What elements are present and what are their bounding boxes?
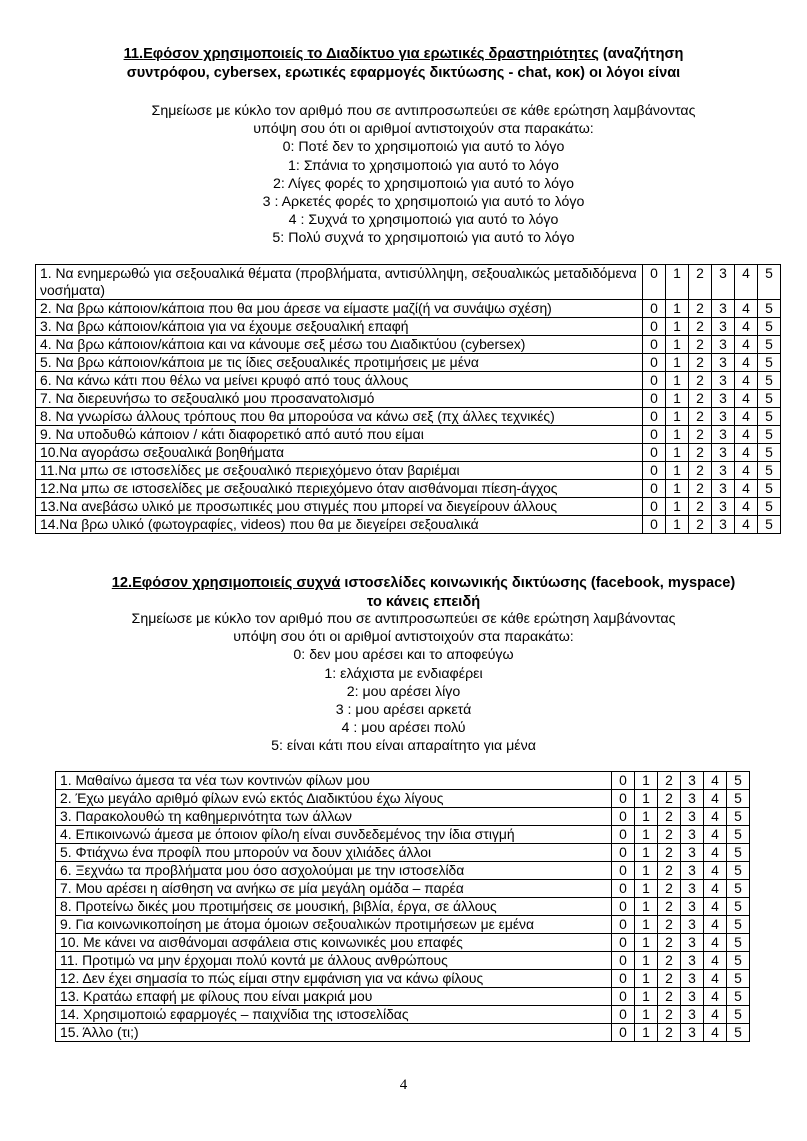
scale-option-1[interactable]: 1: [666, 354, 689, 372]
table-row: [36, 498, 781, 516]
scale-option-5[interactable]: 5: [758, 444, 781, 462]
scale-option-4[interactable]: 4: [735, 516, 758, 534]
scale-option-5[interactable]: 5: [727, 1024, 750, 1042]
item-statement: 7. Να διερευνήσω το σεξουαλικό μου προσανατολισμό: [36, 390, 643, 408]
table-row: [56, 862, 750, 880]
item-statement: 8. Να γνωρίσω άλλους τρόπους που θα μπορούσα να κάνω σεξ (πχ άλλες τεχνικές): [36, 408, 643, 426]
scale-option-2[interactable]: 2: [658, 808, 681, 826]
scale-option-5[interactable]: 5: [758, 462, 781, 480]
scale-option-0[interactable]: 0: [643, 408, 666, 426]
scale-legend-3: 3 : μου αρέσει αρκετά: [335, 702, 472, 719]
table-row: [56, 880, 750, 898]
scale-option-3[interactable]: 3: [681, 880, 704, 898]
scale-option-0[interactable]: 0: [643, 265, 666, 300]
scale-option-3[interactable]: 3: [681, 934, 704, 952]
item-statement: 10. Με κάνει να αισθάνομαι ασφάλεια στις κοινωνικές μου επαφές: [56, 934, 612, 952]
scale-option-3[interactable]: 3: [681, 844, 704, 862]
scale-option-3[interactable]: 3: [712, 390, 735, 408]
table-row: [36, 480, 781, 498]
instruction-line: υπόψη σου ότι οι αριθμοί αντιστοιχούν στα παρακάτω:: [233, 629, 574, 646]
scale-option-5[interactable]: 5: [727, 790, 750, 808]
item-statement: 12. Δεν έχει σημασία το πώς είμαι στην εμφάνιση για να κάνω φίλους: [56, 970, 612, 988]
scale-option-2[interactable]: 2: [689, 265, 712, 300]
item-statement: 9. Να υποδυθώ κάποιον / κάτι διαφορετικό από αυτό που είμαι: [36, 426, 643, 444]
item-statement: 1. Να ενημερωθώ για σεξουαλικά θέματα (προβλήματα, αντισύλληψη, σεξουαλικώς μεταδιδόμενα νοσήματα): [36, 265, 643, 300]
scale-option-1[interactable]: 1: [666, 336, 689, 354]
scale-option-5[interactable]: 5: [727, 898, 750, 916]
scale-option-3[interactable]: 3: [712, 354, 735, 372]
scale-option-1[interactable]: 1: [635, 772, 658, 790]
scale-option-2[interactable]: 2: [689, 516, 712, 534]
question-11-number: 11.: [123, 46, 144, 62]
scale-legend-1: 1: Σπάνια το χρησιμοποιώ για αυτό το λόγο: [288, 157, 559, 174]
scale-option-0[interactable]: 0: [643, 498, 666, 516]
scale-option-3[interactable]: 3: [681, 988, 704, 1006]
scale-option-3[interactable]: 3: [681, 826, 704, 844]
scale-option-5[interactable]: 5: [727, 1006, 750, 1024]
item-statement: 14.Να βρω υλικό (φωτογραφίες, videos) που θα με διεγείρει σεξουαλικά: [36, 516, 643, 534]
table-row: [36, 300, 781, 318]
scale-option-0[interactable]: 0: [643, 516, 666, 534]
scale-option-4[interactable]: 4: [704, 1006, 727, 1024]
scale-option-2[interactable]: 2: [689, 390, 712, 408]
scale-option-3[interactable]: 3: [712, 426, 735, 444]
scale-option-0[interactable]: 0: [612, 970, 635, 988]
question-11-rating-table: [35, 264, 781, 534]
scale-legend-4: 4 : Συχνά το χρησιμοποιώ για αυτό το λόγο: [288, 212, 559, 229]
item-statement: 8. Προτείνω δικές μου προτιμήσεις σε μουσική, βιβλία, έργα, σε άλλους: [56, 898, 612, 916]
scale-option-0[interactable]: 0: [643, 462, 666, 480]
table-row: [36, 372, 781, 390]
scale-option-3[interactable]: 3: [712, 372, 735, 390]
question-12-number: 12.: [111, 575, 133, 591]
scale-option-1[interactable]: 1: [666, 372, 689, 390]
table-row: [56, 988, 750, 1006]
scale-option-5[interactable]: 5: [758, 372, 781, 390]
scale-option-5[interactable]: 5: [727, 970, 750, 988]
scale-option-1[interactable]: 1: [635, 1024, 658, 1042]
item-statement: 13.Να ανεβάσω υλικό με προσωπικές μου στιγμές που μπορεί να διεγείρουν άλλους: [36, 498, 643, 516]
scale-option-0[interactable]: 0: [612, 952, 635, 970]
scale-option-3[interactable]: 3: [712, 498, 735, 516]
scale-option-5[interactable]: 5: [758, 426, 781, 444]
scale-option-5[interactable]: 5: [758, 498, 781, 516]
table-row: [36, 265, 781, 300]
scale-option-2[interactable]: 2: [658, 844, 681, 862]
scale-option-2[interactable]: 2: [689, 426, 712, 444]
table-row: [56, 844, 750, 862]
table-row: [56, 916, 750, 934]
scale-option-2[interactable]: 2: [689, 462, 712, 480]
scale-option-1[interactable]: 1: [635, 880, 658, 898]
scale-legend-4: 4 : μου αρέσει πολύ: [341, 720, 466, 737]
question-11-title-underlined: Εφόσον χρησιμοποιείς το Διαδίκτυο για ερωτικές δραστηριότητες: [143, 46, 599, 62]
scale-option-0[interactable]: 0: [643, 444, 666, 462]
scale-option-0[interactable]: 0: [643, 336, 666, 354]
scale-option-2[interactable]: 2: [689, 498, 712, 516]
scale-option-4[interactable]: 4: [704, 808, 727, 826]
scale-option-2[interactable]: 2: [689, 372, 712, 390]
scale-option-0[interactable]: 0: [612, 880, 635, 898]
table-row: [36, 354, 781, 372]
scale-legend-1: 1: ελάχιστα με ενδιαφέρει: [324, 665, 483, 682]
question-11-title-rest: (αναζήτηση: [598, 46, 684, 62]
instruction-line: Σημείωσε με κύκλο τον αριθμό που σε αντιπροσωπεύει σε κάθε ερώτηση λαμβάνοντας: [131, 611, 676, 627]
scale-option-2[interactable]: 2: [658, 772, 681, 790]
scale-option-0[interactable]: 0: [612, 862, 635, 880]
question-12-instructions: [20, 610, 787, 756]
scale-option-1[interactable]: 1: [635, 952, 658, 970]
item-statement: 11. Προτιμώ να μην έρχομαι πολύ κοντά με άλλους ανθρώπους: [56, 952, 612, 970]
item-statement: 10.Να αγοράσω σεξουαλικά βοηθήματα: [36, 444, 643, 462]
scale-option-2[interactable]: 2: [658, 952, 681, 970]
table-row: [56, 1024, 750, 1042]
scale-option-0[interactable]: 0: [612, 790, 635, 808]
scale-option-4[interactable]: 4: [704, 934, 727, 952]
scale-option-3[interactable]: 3: [681, 1024, 704, 1042]
scale-option-0[interactable]: 0: [643, 372, 666, 390]
scale-option-5[interactable]: 5: [727, 844, 750, 862]
scale-option-1[interactable]: 1: [635, 808, 658, 826]
table-row: [36, 408, 781, 426]
scale-option-2[interactable]: 2: [689, 480, 712, 498]
scale-option-1[interactable]: 1: [635, 988, 658, 1006]
table-row: [56, 808, 750, 826]
table-row: [56, 1006, 750, 1024]
question-12-title-underlined: Εφόσον χρησιμοποιείς συχνά: [132, 575, 341, 591]
item-statement: 6. Να κάνω κάτι που θέλω να μείνει κρυφό από τους άλλους: [36, 372, 643, 390]
scale-option-5[interactable]: 5: [758, 336, 781, 354]
scale-option-3[interactable]: 3: [712, 318, 735, 336]
scale-option-2[interactable]: 2: [658, 1024, 681, 1042]
item-statement: 9. Για κοινωνικοποίηση με άτομα όμοιων σεξουαλικών προτιμήσεων με εμένα: [56, 916, 612, 934]
scale-option-2[interactable]: 2: [658, 970, 681, 988]
scale-option-1[interactable]: 1: [666, 516, 689, 534]
scale-option-2[interactable]: 2: [689, 336, 712, 354]
scale-option-2[interactable]: 2: [658, 934, 681, 952]
question-11-title: [40, 45, 767, 83]
scale-option-4[interactable]: 4: [704, 952, 727, 970]
instruction-line: υπόψη σου ότι οι αριθμοί αντιστοιχούν στα παρακάτω:: [253, 121, 594, 138]
scale-option-4[interactable]: 4: [735, 390, 758, 408]
scale-legend-5: 5: είναι κάτι που είναι απαραίτητο για μένα: [271, 738, 536, 755]
scale-option-1[interactable]: 1: [666, 480, 689, 498]
scale-option-3[interactable]: 3: [712, 480, 735, 498]
scale-option-3[interactable]: 3: [681, 1006, 704, 1024]
scale-option-2[interactable]: 2: [689, 354, 712, 372]
scale-option-4[interactable]: 4: [735, 300, 758, 318]
scale-option-0[interactable]: 0: [612, 844, 635, 862]
table-row: [56, 952, 750, 970]
scale-option-1[interactable]: 1: [635, 916, 658, 934]
scale-option-0[interactable]: 0: [643, 318, 666, 336]
question-12-title-rest: ιστοσελίδες κοινωνικής δικτύωσης (facebook, myspace): [340, 575, 736, 591]
item-statement: 1. Μαθαίνω άμεσα τα νέα των κοντινών φίλων μου: [56, 772, 612, 790]
scale-option-0[interactable]: 0: [612, 898, 635, 916]
table-row: [56, 826, 750, 844]
scale-legend-0: 0: δεν μου αρέσει και το αποφεύγω: [293, 647, 514, 664]
table-row: [56, 790, 750, 808]
scale-legend-2: 2: Λίγες φορές το χρησιμοποιώ για αυτό το λόγο: [273, 175, 574, 192]
scale-legend-2: 2: μου αρέσει λίγο: [346, 683, 461, 700]
scale-option-4[interactable]: 4: [735, 498, 758, 516]
scale-option-3[interactable]: 3: [712, 444, 735, 462]
scale-option-4[interactable]: 4: [735, 408, 758, 426]
scale-option-1[interactable]: 1: [635, 970, 658, 988]
scale-option-2[interactable]: 2: [689, 408, 712, 426]
scale-option-3[interactable]: 3: [712, 408, 735, 426]
scale-option-4[interactable]: 4: [735, 336, 758, 354]
table-row: [36, 516, 781, 534]
item-statement: 15. Άλλο (τι;): [56, 1024, 612, 1042]
scale-option-4[interactable]: 4: [735, 462, 758, 480]
item-statement: 3. Να βρω κάποιον/κάποια για να έχουμε σεξουαλική επαφή: [36, 318, 643, 336]
scale-option-2[interactable]: 2: [658, 898, 681, 916]
scale-option-1[interactable]: 1: [635, 844, 658, 862]
scale-option-5[interactable]: 5: [727, 826, 750, 844]
scale-option-0[interactable]: 0: [643, 354, 666, 372]
scale-option-2[interactable]: 2: [689, 444, 712, 462]
scale-option-5[interactable]: 5: [758, 480, 781, 498]
scale-option-2[interactable]: 2: [689, 318, 712, 336]
page-number: 4: [399, 1077, 408, 1093]
scale-option-3[interactable]: 3: [712, 300, 735, 318]
scale-option-2[interactable]: 2: [658, 916, 681, 934]
scale-option-3[interactable]: 3: [712, 462, 735, 480]
scale-option-2[interactable]: 2: [689, 300, 712, 318]
scale-option-3[interactable]: 3: [681, 952, 704, 970]
scale-option-4[interactable]: 4: [704, 916, 727, 934]
table-row: [36, 462, 781, 480]
scale-option-3[interactable]: 3: [712, 516, 735, 534]
scale-option-4[interactable]: 4: [735, 354, 758, 372]
scale-option-3[interactable]: 3: [712, 336, 735, 354]
scale-option-1[interactable]: 1: [666, 390, 689, 408]
item-statement: 7. Μου αρέσει η αίσθηση να ανήκω σε μία μεγάλη ομάδα – παρέα: [56, 880, 612, 898]
scale-option-0[interactable]: 0: [612, 772, 635, 790]
question-11-instructions: [40, 102, 807, 248]
scale-option-4[interactable]: 4: [735, 444, 758, 462]
table-row: [56, 934, 750, 952]
scale-option-0[interactable]: 0: [643, 426, 666, 444]
scale-option-1[interactable]: 1: [635, 826, 658, 844]
scale-option-1[interactable]: 1: [666, 265, 689, 300]
scale-option-5[interactable]: 5: [758, 354, 781, 372]
scale-option-4[interactable]: 4: [735, 480, 758, 498]
scale-option-3[interactable]: 3: [712, 265, 735, 300]
question-12-title: [40, 574, 807, 612]
scale-option-5[interactable]: 5: [758, 265, 781, 300]
table-row: [56, 970, 750, 988]
item-statement: 4. Να βρω κάποιον/κάποια και να κάνουμε σεξ μέσω του Διαδικτύου (cybersex): [36, 336, 643, 354]
scale-option-1[interactable]: 1: [666, 498, 689, 516]
scale-option-1[interactable]: 1: [666, 444, 689, 462]
table-row: [56, 898, 750, 916]
question-12-title-line-2: το κάνεις επειδή: [366, 594, 481, 610]
scale-option-4[interactable]: 4: [735, 426, 758, 444]
scale-option-3[interactable]: 3: [681, 790, 704, 808]
scale-option-3[interactable]: 3: [681, 898, 704, 916]
scale-option-4[interactable]: 4: [735, 318, 758, 336]
table-row: [36, 390, 781, 408]
question-11-title-line-1: [40, 45, 767, 64]
scale-legend-0: 0: Ποτέ δεν το χρησιμοποιώ για αυτό το λόγο: [282, 139, 565, 156]
scale-option-4[interactable]: 4: [704, 1024, 727, 1042]
item-statement: 12.Να μπω σε ιστοσελίδες με σεξουαλικό περιεχόμενο όταν αισθάνομαι πίεση-άγχος: [36, 480, 643, 498]
scale-option-1[interactable]: 1: [666, 408, 689, 426]
scale-legend-3: 3 : Αρκετές φορές το χρησιμοποιώ για αυτό το λόγο: [262, 194, 585, 211]
scale-option-5[interactable]: 5: [727, 952, 750, 970]
scale-option-5[interactable]: 5: [727, 916, 750, 934]
scale-option-5[interactable]: 5: [758, 318, 781, 336]
scale-option-2[interactable]: 2: [658, 790, 681, 808]
scale-option-5[interactable]: 5: [727, 988, 750, 1006]
scale-option-5[interactable]: 5: [758, 516, 781, 534]
scale-option-1[interactable]: 1: [666, 426, 689, 444]
scale-option-2[interactable]: 2: [658, 1006, 681, 1024]
question-12-title-line-1: [40, 574, 807, 593]
item-statement: 6. Ξεχνάω τα προβλήματα μου όσο ασχολούμαι με την ιστοσελίδα: [56, 862, 612, 880]
scale-option-1[interactable]: 1: [666, 300, 689, 318]
scale-option-4[interactable]: 4: [704, 898, 727, 916]
scale-option-0[interactable]: 0: [612, 934, 635, 952]
table-row: [36, 336, 781, 354]
scale-option-3[interactable]: 3: [681, 808, 704, 826]
scale-option-5[interactable]: 5: [758, 300, 781, 318]
scale-option-0[interactable]: 0: [643, 480, 666, 498]
scale-option-3[interactable]: 3: [681, 862, 704, 880]
scale-option-5[interactable]: 5: [727, 772, 750, 790]
scale-option-2[interactable]: 2: [658, 826, 681, 844]
scale-option-4[interactable]: 4: [704, 970, 727, 988]
scale-option-1[interactable]: 1: [635, 790, 658, 808]
item-statement: 5. Να βρω κάποιον/κάποια με τις ίδιες σεξουαλικές προτιμήσεις με μένα: [36, 354, 643, 372]
scale-option-4[interactable]: 4: [704, 826, 727, 844]
scale-option-0[interactable]: 0: [612, 916, 635, 934]
question-11-title-line-2: συντρόφου, cybersex, ερωτικές εφαρμογές δικτύωσης - chat, κοκ) οι λόγοι είναι: [126, 65, 681, 81]
table-row: [56, 772, 750, 790]
scale-option-0[interactable]: 0: [612, 1006, 635, 1024]
scale-option-4[interactable]: 4: [735, 265, 758, 300]
scale-option-0[interactable]: 0: [643, 390, 666, 408]
table-row: [36, 444, 781, 462]
item-statement: 2. Έχω μεγάλο αριθμό φίλων ενώ εκτός Διαδικτύου έχω λίγους: [56, 790, 612, 808]
scale-option-5[interactable]: 5: [727, 880, 750, 898]
scale-option-0[interactable]: 0: [643, 300, 666, 318]
item-statement: 4. Επικοινωνώ άμεσα με όποιον φίλο/η είναι συνδεδεμένος την ίδια στιγμή: [56, 826, 612, 844]
scale-option-4[interactable]: 4: [704, 790, 727, 808]
scale-legend-5: 5: Πολύ συχνά το χρησιμοποιώ για αυτό το λόγο: [272, 230, 575, 247]
item-statement: 5. Φτιάχνω ένα προφίλ που μπορούν να δουν χιλιάδες άλλοι: [56, 844, 612, 862]
scale-option-2[interactable]: 2: [658, 880, 681, 898]
item-statement: 14. Χρησιμοποιώ εφαρμογές – παιχνίδια της ιστοσελίδας: [56, 1006, 612, 1024]
scale-option-1[interactable]: 1: [635, 934, 658, 952]
scale-option-4[interactable]: 4: [735, 372, 758, 390]
scale-option-0[interactable]: 0: [612, 808, 635, 826]
scale-option-2[interactable]: 2: [658, 988, 681, 1006]
scale-option-4[interactable]: 4: [704, 772, 727, 790]
scale-option-3[interactable]: 3: [681, 970, 704, 988]
scale-option-5[interactable]: 5: [727, 934, 750, 952]
table-row: [36, 426, 781, 444]
scale-option-4[interactable]: 4: [704, 880, 727, 898]
item-statement: 11.Να μπω σε ιστοσελίδες με σεξουαλικό περιεχόμενο όταν βαριέμαι: [36, 462, 643, 480]
item-statement: 2. Να βρω κάποιον/κάποια που θα μου άρεσε να είμαστε μαζί(ή να συνάψω σχέση): [36, 300, 643, 318]
scale-option-0[interactable]: 0: [612, 826, 635, 844]
instruction-line: Σημείωσε με κύκλο τον αριθμό που σε αντιπροσωπεύει σε κάθε ερώτηση λαμβάνοντας: [151, 103, 696, 119]
scale-option-5[interactable]: 5: [758, 390, 781, 408]
scale-option-4[interactable]: 4: [704, 844, 727, 862]
scale-option-3[interactable]: 3: [681, 916, 704, 934]
scale-option-5[interactable]: 5: [727, 862, 750, 880]
scale-option-0[interactable]: 0: [612, 1024, 635, 1042]
scale-option-4[interactable]: 4: [704, 862, 727, 880]
question-12-rating-table: [55, 771, 750, 1042]
scale-option-1[interactable]: 1: [666, 462, 689, 480]
scale-option-1[interactable]: 1: [635, 862, 658, 880]
scale-option-4[interactable]: 4: [704, 988, 727, 1006]
table-row: [36, 318, 781, 336]
scale-option-1[interactable]: 1: [666, 318, 689, 336]
scale-option-5[interactable]: 5: [727, 808, 750, 826]
item-statement: 3. Παρακολουθώ τη καθημερινότητα των άλλων: [56, 808, 612, 826]
scale-option-0[interactable]: 0: [612, 988, 635, 1006]
scale-option-1[interactable]: 1: [635, 1006, 658, 1024]
scale-option-5[interactable]: 5: [758, 408, 781, 426]
scale-option-2[interactable]: 2: [658, 862, 681, 880]
scale-option-3[interactable]: 3: [681, 772, 704, 790]
scale-option-1[interactable]: 1: [635, 898, 658, 916]
item-statement: 13. Κρατάω επαφή με φίλους που είναι μακριά μου: [56, 988, 612, 1006]
